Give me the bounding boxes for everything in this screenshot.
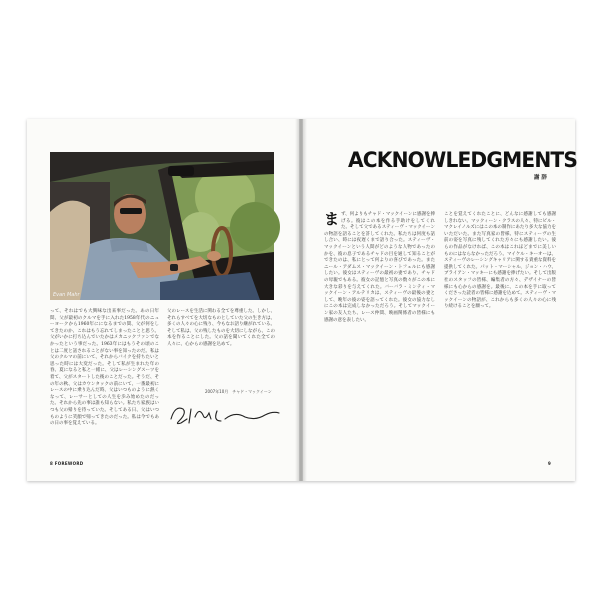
right-page (303, 119, 578, 481)
foreword-date-signoff: 2007年10月 チャド・マックイーン (205, 389, 272, 394)
driver-photo (50, 152, 274, 300)
acknowledgments-column-1 (324, 212, 435, 456)
acknowledgments-column-1-text: ず、何よりもチャド・マックイーンに感謝を捧げる。彼はこの本を作る手助けをしてくれた。そして父であるスティーヴ・マックイーンの物語を語ることを許してくれた。私たちは何度も話し合い、時には夜遅くまで語り合った。スティーヴ・マックイーンという人間がどのような人物であったのかを、彼の息子であるチャドの目を通して知ることができたのは、私にとって何よりの喜びであった。またニール・アダムス・マックイーン・トフェルにも感謝したい。彼女はスティーヴの最初の妻であり、チャドの母親でもある。彼女の記憶と写真の数々がこの本に大きな彩りを与えてくれた。バーバラ・ミンティ・マックイーン・アルテリカは、スティーヴの最後の妻として、晩年の彼の姿を語ってくれた。彼女の協力なしにこの本は完成しなかっただろう。そしてマックイーン家の友人たち、レース仲間、映画関係者の皆様にも感謝の意を表したい。 (324, 212, 435, 323)
left-page (27, 119, 299, 481)
left-page-footer: 8 FOREWORD (50, 461, 84, 466)
book-spread (27, 119, 578, 481)
acknowledgments-subheading: 謝 辞 (534, 175, 547, 181)
acknowledgments-column-2: ことを覚えてくれたことに、どんなに感謝しても感謝しきれない。マックィーン・クラスの人々、特にビル・マクレイノルズにはこの本の制作にあたり多大な協力をいただいた。また写真家の皆様、特にスティーヴの生前の姿を写真に残してくれた方々にも感謝したい。彼らの作品がなければ、この本はこれほどまでに美しいものにはならなかっただろう。マイケル・キーオーは、スティーヴのレーシングキャリアに関する貴重な資料を提供してくれた。パット・マーシャル、ジョン・ハウ、ブライアン・マッキーにも感謝を捧げたい。そして出版社のスタッフの皆様、編集者の方々、デザイナーの皆様にも心からの感謝を。最後に、この本を手に取ってくださった読者の皆様に感謝を込めて。スティーヴ・マックイーンの物語が、これからも多くの人々の心に残り続けることを願って。 (444, 212, 557, 310)
acknowledgments-heading: ACKNOWLEDGMENTS (348, 148, 578, 173)
photo-caption: Evan Mahr (53, 292, 80, 298)
foreword-column-2: 父のレースを生活に関わる全てを尊重した。しかし、それらすべてを大切なものとしていた父の生き方は、多くの人々の心に残り、今もなお語り継がれている。そして私は、父の残したものを大切にしながら、この本を作ることにした。父の話を聞いてくれた全ての人々に、心からの感謝を込めて。 (167, 309, 275, 347)
right-page-footer: 9 (548, 461, 552, 466)
driver-photo-illustration (50, 152, 274, 300)
drop-cap: ま (324, 210, 340, 228)
signature-image (165, 399, 285, 429)
foreword-column-1: って、それはでも大興味な出来事だった。あの日年間、父が最初のクルマを手に入れた1958年代のニューヨークから1960年にになるまでの間、父が何をしてきたのか、これはもう忘れてしまったことと思う。父がいかに打ち込んでいたかはメカニックファンでなかったという事だった。1963年にはもうその頃のことは二度と話されることがない事を知ったのだ。私は父のクルマの前にいて、それからバイクを持ちたいと思った時には大変だった。そして私が生まれた年の春、夏になると私と一緒に、父はレーシングスーツを着て、父がスタートした後のことだった。そうだ、その年の秋、父はカウンタックの前にいて、一番最初にレースの中に乗り込んだ時、父はいつものように熱くなって、レーサーとしての人生を歩み始めたのだった。それから先の事は誰も知らない。私たち家族はいつも父の帰りを待っていた。そしてある日、父はいつものように笑顔で帰ってきたのだった。私は今でもあの日の事を覚えている。 (50, 309, 159, 427)
